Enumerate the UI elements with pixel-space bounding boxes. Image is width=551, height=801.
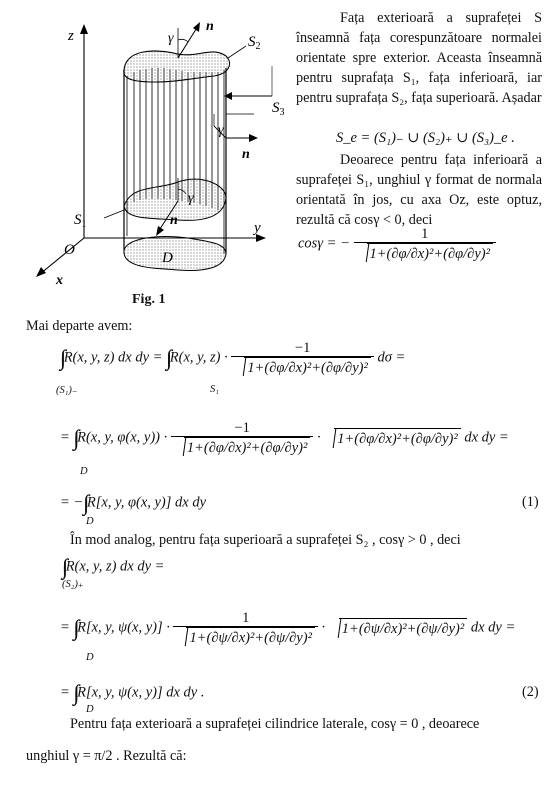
label-origin: O (64, 242, 75, 258)
lateral-text: Pentru fața exterioară a suprafeței cilindrice laterale, cosγ = 0 , deoarece (70, 716, 480, 732)
equation-1-line-1: ∫∫ R(x, y, z) dx dy = ∫∫ R(x, y, z) · $\frac{-1}{\text{1+(∂φ/∂x)²+(∂φ/∂y)²}}$ dσ = (60, 340, 406, 376)
label-S2: $S_2$ (248, 34, 261, 52)
equation-1-line-3-sub: D (86, 516, 94, 527)
side-paragraph-1: Fața exterioară a suprafeței S înseamnă fața corespunzătoare normalei orientate spre exterior. Aceasta înseamnă pentru suprafața S₁, fața inferioară, iar pentru suprafața S₂, fața superioară. Așadar (296, 10, 542, 106)
equation-2-line-2: = ∫∫ R[x, y, ψ(x, y)] · $\frac{1}{\text{1+(∂ψ/∂x)²+(∂ψ/∂y)²}}$ · 1+(∂ψ/∂x)²+(∂ψ/∂y)² dx dy = (60, 610, 516, 646)
equation-Se: S_e = (S₁)₋ ∪ (S₂)₊ ∪ (S₃)_e . (336, 130, 515, 146)
equation-1-line-2: = ∫∫ R(x, y, φ(x, y)) · $\frac{-1}{\text{1+(∂φ/∂x)²+(∂φ/∂y)²}}$ · 1+(∂φ/∂x)²+(∂φ/∂y)² dx dy = (60, 420, 509, 456)
intro-text: Mai departe avem: (26, 318, 133, 334)
label-n-mid: n⃗ (242, 147, 261, 162)
label-x: x (56, 273, 63, 288)
label-gamma-top: γ (168, 31, 174, 46)
label-z: z (68, 28, 74, 44)
figure-caption: Fig. 1 (132, 292, 166, 307)
unghiul-text: unghiul γ = π/2 . Rezultă că: (26, 748, 187, 764)
side-paragraph-2: Deoarece pentru fața inferioară a suprafeței S₁, unghiul γ format de normala orientată în jos, cu axa Oz, este optuz, rezultă că cosγ < 0, deci (296, 152, 542, 228)
equation-1-line-2-sub: D (80, 466, 88, 477)
label-D: D (162, 250, 173, 266)
surface-S2 (124, 51, 230, 82)
analog-text: În mod analog, pentru fața superioară a suprafeței S₂ , cosγ > 0 , deci (70, 532, 461, 548)
domain-D (124, 237, 226, 271)
equation-2-line-1-sub: (S₂)₊ (62, 579, 84, 590)
x-axis (40, 238, 84, 274)
equation-1-line-3: = −∫∫ R[x, y, φ(x, y)] dx dy (60, 490, 207, 515)
equation-1-subscript-left: (S₁)₋ (56, 385, 78, 396)
label-n-top: n⃗ (206, 19, 225, 34)
equation-2-number: (2) (522, 684, 539, 700)
label-S3: $S_3$ (272, 100, 285, 118)
equation-2-line-2-sub: D (86, 652, 94, 663)
equation-1-subscript-right: S₁ (210, 384, 219, 395)
equation-cos-gamma: cosγ = − $\frac{1}{\text{1+(∂φ/∂x)²+(∂φ/∂y)²}}$ (298, 226, 496, 262)
figure-cylinder (28, 6, 290, 306)
label-n-bottom: n⃗ (170, 213, 189, 228)
label-S1: $S_1$ (74, 212, 87, 230)
label-gamma-mid: γ (218, 123, 224, 138)
equation-1-number: (1) (522, 494, 539, 510)
label-y: y (254, 220, 261, 236)
equation-2-line-3: = ∫∫ R[x, y, ψ(x, y)] dx dy . (60, 680, 205, 705)
label-gamma-bottom: γ (188, 191, 194, 206)
equation-2-line-1: ∫∫ R(x, y, z) dx dy = (62, 554, 165, 579)
equation-2-line-3-sub: D (86, 704, 94, 715)
